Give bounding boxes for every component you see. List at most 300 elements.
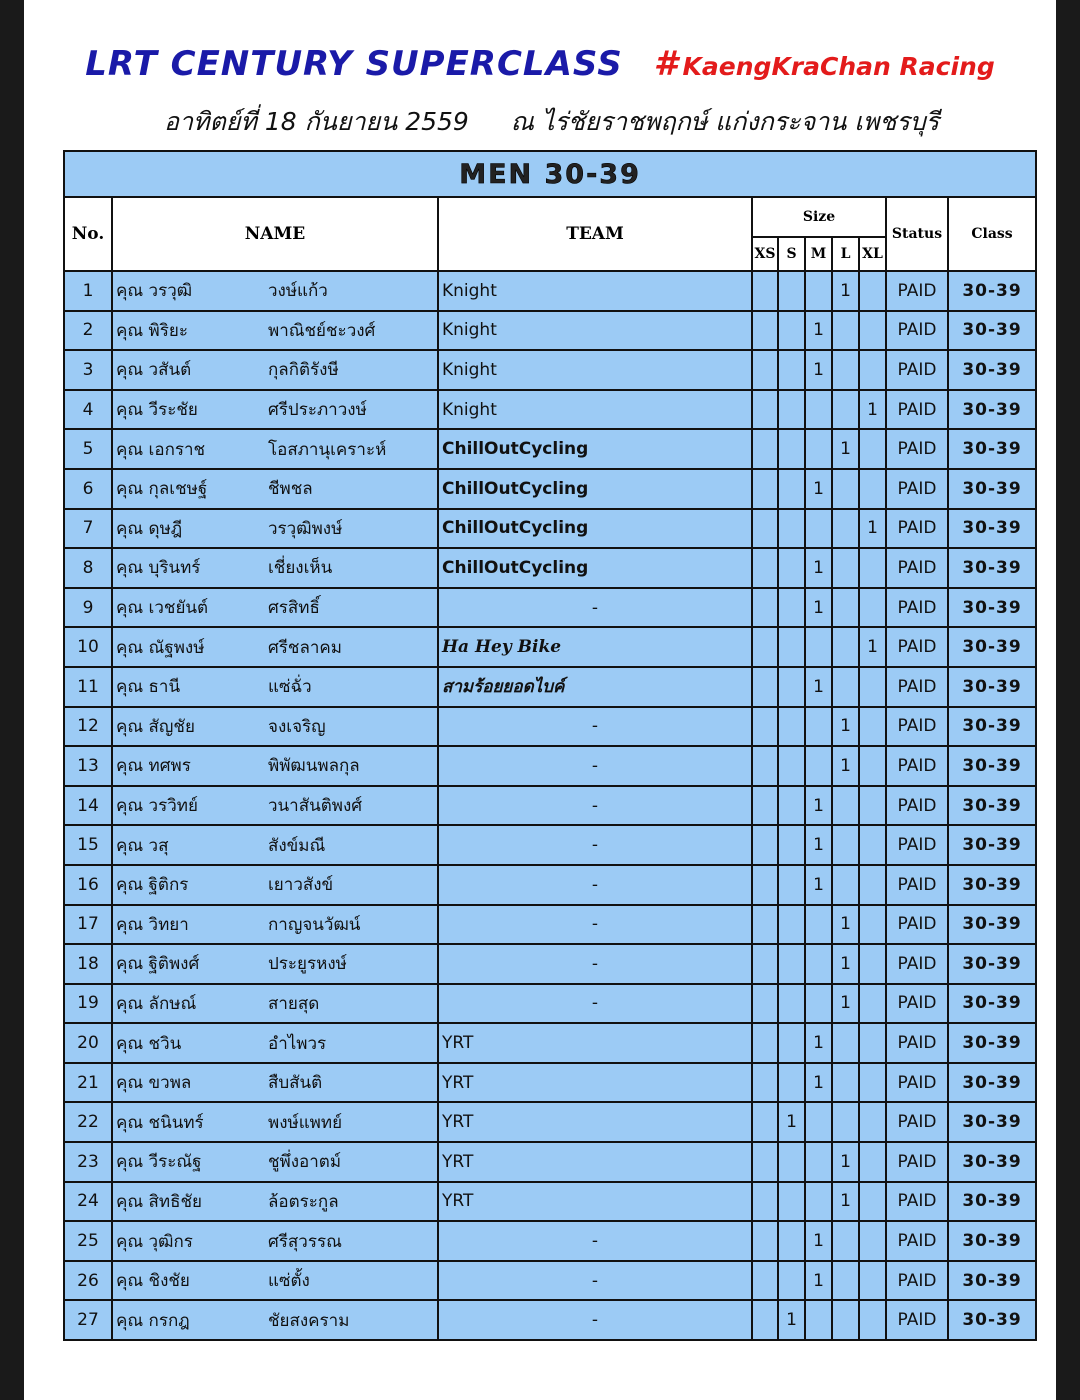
size-s: [778, 271, 805, 311]
table-row: [64, 746, 1036, 786]
size-xs: [752, 746, 778, 786]
size-xs: [752, 1221, 778, 1261]
rider-class: 30-39: [948, 905, 1036, 945]
rider-class: 30-39: [948, 1023, 1036, 1063]
payment-status: PAID: [886, 350, 948, 390]
payment-status: PAID: [886, 627, 948, 667]
rider-last-name: สังข์มณี: [268, 835, 326, 856]
payment-status: PAID: [886, 746, 948, 786]
size-m: 1: [805, 1023, 832, 1063]
rider-name: [112, 1261, 438, 1301]
row-number: 13: [64, 746, 112, 786]
rider-team: สามร้อยยอดไบค์: [438, 667, 752, 707]
size-xl: [859, 944, 886, 984]
size-l: [832, 1261, 859, 1301]
size-xs: [752, 469, 778, 509]
size-l: [832, 627, 859, 667]
size-l: [832, 390, 859, 430]
size-m: [805, 905, 832, 945]
size-xl: 1: [859, 509, 886, 549]
rider-name: [112, 1221, 438, 1261]
size-xl: [859, 469, 886, 509]
payment-status: PAID: [886, 1261, 948, 1301]
rider-last-name: เชี่ยงเห็น: [268, 558, 333, 579]
row-number: 27: [64, 1300, 112, 1340]
rider-first-name: คุณ สิทธิชัย: [116, 1191, 203, 1212]
rider-name: [112, 588, 438, 628]
size-s: [778, 1221, 805, 1261]
rider-name: [112, 548, 438, 588]
rider-first-name: คุณ ฐิติกร: [116, 875, 189, 896]
rider-name: [112, 627, 438, 667]
rider-team: -: [438, 786, 752, 826]
size-m: 1: [805, 588, 832, 628]
rider-name: [112, 469, 438, 509]
row-number: 4: [64, 390, 112, 430]
size-s: [778, 1182, 805, 1222]
size-s: [778, 865, 805, 905]
size-xl: [859, 984, 886, 1024]
size-m: [805, 984, 832, 1024]
rider-team: YRT: [438, 1023, 752, 1063]
size-m: [805, 707, 832, 747]
size-xl: [859, 786, 886, 826]
rider-name: [112, 1300, 438, 1340]
size-m: [805, 1142, 832, 1182]
section-title: MEN 30-39: [64, 151, 1036, 197]
rider-class: 30-39: [948, 825, 1036, 865]
document-page: [24, 0, 1056, 1400]
event-subtitle: [164, 102, 964, 142]
rider-name: [112, 746, 438, 786]
rider-team: -: [438, 1261, 752, 1301]
rider-class: 30-39: [948, 786, 1036, 826]
rider-team: YRT: [438, 1102, 752, 1142]
size-s: [778, 984, 805, 1024]
size-xl: [859, 548, 886, 588]
size-m: [805, 509, 832, 549]
size-s: [778, 469, 805, 509]
rider-first-name: คุณ กุลเชษฐ์: [116, 479, 208, 500]
rider-last-name: อำไพวร: [268, 1033, 327, 1054]
size-m: 1: [805, 1063, 832, 1103]
rider-team: ChillOutCycling: [438, 509, 752, 549]
rider-last-name: วรวุฒิพงษ์: [268, 518, 343, 539]
size-xl: [859, 271, 886, 311]
size-xs: [752, 627, 778, 667]
table-row: [64, 350, 1036, 390]
row-number: 9: [64, 588, 112, 628]
size-xs: [752, 311, 778, 351]
rider-first-name: คุณ วสันต์: [116, 360, 192, 381]
rider-team: -: [438, 905, 752, 945]
hash-symbol: #: [653, 44, 678, 84]
column-header-xs: XS: [752, 237, 778, 271]
rider-class: 30-39: [948, 588, 1036, 628]
row-number: 24: [64, 1182, 112, 1222]
size-m: 1: [805, 548, 832, 588]
rider-team: -: [438, 1300, 752, 1340]
rider-name: [112, 1102, 438, 1142]
rider-class: 30-39: [948, 429, 1036, 469]
column-header-s: S: [778, 237, 805, 271]
rider-class: 30-39: [948, 1102, 1036, 1142]
rider-class: 30-39: [948, 1142, 1036, 1182]
size-s: [778, 588, 805, 628]
size-xl: [859, 350, 886, 390]
size-l: 1: [832, 429, 859, 469]
size-xs: [752, 905, 778, 945]
rider-name: [112, 1142, 438, 1182]
size-s: [778, 1261, 805, 1301]
table-row: [64, 1142, 1036, 1182]
size-xs: [752, 350, 778, 390]
rider-first-name: คุณ วิทยา: [116, 914, 189, 935]
size-s: [778, 1142, 805, 1182]
payment-status: PAID: [886, 786, 948, 826]
table-row: [64, 786, 1036, 826]
row-number: 26: [64, 1261, 112, 1301]
rider-last-name: ศรีชลาคม: [268, 637, 343, 658]
rider-first-name: คุณ ชวิน: [116, 1033, 182, 1054]
payment-status: PAID: [886, 825, 948, 865]
size-l: 1: [832, 746, 859, 786]
rider-last-name: กุลกิติรังษี: [268, 360, 339, 381]
rider-last-name: แซ่ฉั่ว: [268, 677, 312, 698]
rider-last-name: โอสภานุเคราะห์: [268, 439, 387, 460]
rider-last-name: สืบสันติ: [268, 1073, 323, 1094]
rider-first-name: คุณ วรวิทย์: [116, 796, 198, 817]
row-number: 1: [64, 271, 112, 311]
rider-class: 30-39: [948, 984, 1036, 1024]
payment-status: PAID: [886, 469, 948, 509]
row-number: 25: [64, 1221, 112, 1261]
size-s: [778, 667, 805, 707]
rider-class: 30-39: [948, 1063, 1036, 1103]
rider-team: ChillOutCycling: [438, 469, 752, 509]
size-xs: [752, 271, 778, 311]
size-m: [805, 1300, 832, 1340]
rider-class: 30-39: [948, 311, 1036, 351]
column-header-status: Status: [886, 197, 948, 271]
column-header-class: Class: [948, 197, 1036, 271]
payment-status: PAID: [886, 1221, 948, 1261]
payment-status: PAID: [886, 311, 948, 351]
size-l: [832, 667, 859, 707]
rider-last-name: เยาวสังข์: [268, 875, 334, 896]
size-l: [832, 786, 859, 826]
size-l: [832, 350, 859, 390]
size-m: 1: [805, 350, 832, 390]
row-number: 19: [64, 984, 112, 1024]
size-xl: 1: [859, 627, 886, 667]
size-m: 1: [805, 1221, 832, 1261]
payment-status: PAID: [886, 944, 948, 984]
size-m: 1: [805, 667, 832, 707]
size-xs: [752, 984, 778, 1024]
rider-first-name: คุณ วสุ: [116, 835, 169, 856]
payment-status: PAID: [886, 1102, 948, 1142]
rider-team: -: [438, 746, 752, 786]
size-xs: [752, 1102, 778, 1142]
row-number: 23: [64, 1142, 112, 1182]
rider-first-name: คุณ ชนินทร์: [116, 1112, 204, 1133]
payment-status: PAID: [886, 588, 948, 628]
rider-last-name: ชูพึ่งอาตม์: [268, 1152, 342, 1173]
payment-status: PAID: [886, 509, 948, 549]
rider-first-name: คุณ ฐิติพงศ์: [116, 954, 200, 975]
size-m: 1: [805, 469, 832, 509]
size-xs: [752, 390, 778, 430]
row-number: 7: [64, 509, 112, 549]
size-l: [832, 548, 859, 588]
size-xs: [752, 588, 778, 628]
rider-name: [112, 271, 438, 311]
size-l: [832, 469, 859, 509]
size-s: [778, 627, 805, 667]
size-s: [778, 746, 805, 786]
rider-name: [112, 865, 438, 905]
size-xl: [859, 1023, 886, 1063]
rider-name: [112, 944, 438, 984]
rider-last-name: ประยูรหงษ์: [268, 954, 347, 975]
table-row: [64, 390, 1036, 430]
table-row: [64, 1221, 1036, 1261]
rider-name: [112, 1182, 438, 1222]
table-row: [64, 469, 1036, 509]
table-row: [64, 271, 1036, 311]
size-m: [805, 627, 832, 667]
size-xs: [752, 825, 778, 865]
payment-status: PAID: [886, 1023, 948, 1063]
size-xs: [752, 1182, 778, 1222]
size-l: [832, 1063, 859, 1103]
event-venue: ณ ไร่ชัยราชพฤกษ์ แก่งกระจาน เพชรบุรี: [510, 107, 940, 136]
size-s: 1: [778, 1300, 805, 1340]
rider-team: ChillOutCycling: [438, 429, 752, 469]
size-xl: [859, 1221, 886, 1261]
rider-last-name: แซ่ตั้ง: [268, 1271, 310, 1292]
rider-first-name: คุณ เวชยันต์: [116, 598, 209, 619]
payment-status: PAID: [886, 667, 948, 707]
column-header-xl: XL: [859, 237, 886, 271]
rider-name: [112, 786, 438, 826]
size-xl: [859, 1142, 886, 1182]
size-xl: [859, 1102, 886, 1142]
size-l: [832, 1221, 859, 1261]
size-xl: [859, 865, 886, 905]
size-xl: [859, 1300, 886, 1340]
rider-first-name: คุณ พิริยะ: [116, 320, 188, 341]
rider-first-name: คุณ ธานี: [116, 677, 181, 698]
column-header-team: TEAM: [438, 197, 752, 271]
rider-class: 30-39: [948, 548, 1036, 588]
payment-status: PAID: [886, 1063, 948, 1103]
payment-status: PAID: [886, 548, 948, 588]
size-m: 1: [805, 311, 832, 351]
rider-team: Knight: [438, 350, 752, 390]
rider-first-name: คุณ เอกราช: [116, 439, 206, 460]
size-m: [805, 1182, 832, 1222]
size-xl: [859, 588, 886, 628]
row-number: 3: [64, 350, 112, 390]
rider-team: YRT: [438, 1063, 752, 1103]
rider-class: 30-39: [948, 1300, 1036, 1340]
column-header-l: L: [832, 237, 859, 271]
rider-name: [112, 905, 438, 945]
size-s: [778, 509, 805, 549]
row-number: 2: [64, 311, 112, 351]
rider-last-name: วนาสันติพงศ์: [268, 796, 363, 817]
table-row: [64, 1023, 1036, 1063]
payment-status: PAID: [886, 390, 948, 430]
table-row: [64, 707, 1036, 747]
rider-name: [112, 311, 438, 351]
size-l: 1: [832, 271, 859, 311]
row-number: 18: [64, 944, 112, 984]
rider-class: 30-39: [948, 271, 1036, 311]
size-s: [778, 548, 805, 588]
payment-status: PAID: [886, 1182, 948, 1222]
size-l: [832, 1300, 859, 1340]
rider-team: -: [438, 1221, 752, 1261]
size-s: [778, 1023, 805, 1063]
size-m: [805, 271, 832, 311]
size-m: 1: [805, 825, 832, 865]
size-l: [832, 1102, 859, 1142]
table-row: [64, 311, 1036, 351]
rider-name: [112, 667, 438, 707]
rider-team: Knight: [438, 271, 752, 311]
rider-class: 30-39: [948, 509, 1036, 549]
table-row: [64, 1261, 1036, 1301]
rider-name: [112, 984, 438, 1024]
size-s: [778, 707, 805, 747]
size-xs: [752, 865, 778, 905]
size-l: 1: [832, 1182, 859, 1222]
table-row: [64, 548, 1036, 588]
event-tag: KaengKraChan Racing: [682, 52, 995, 81]
size-xs: [752, 1023, 778, 1063]
row-number: 5: [64, 429, 112, 469]
size-s: [778, 311, 805, 351]
row-number: 12: [64, 707, 112, 747]
rider-class: 30-39: [948, 350, 1036, 390]
rider-class: 30-39: [948, 746, 1036, 786]
rider-team: -: [438, 865, 752, 905]
size-s: [778, 944, 805, 984]
rider-last-name: ล้อตระกูล: [268, 1191, 339, 1212]
table-row: [64, 865, 1036, 905]
rider-last-name: กาญจนวัฒน์: [268, 914, 361, 935]
payment-status: PAID: [886, 429, 948, 469]
size-l: [832, 509, 859, 549]
rider-first-name: คุณ วุฒิกร: [116, 1231, 193, 1252]
column-header-no: No.: [64, 197, 112, 271]
rider-last-name: ศรสิทธิ์: [268, 598, 320, 619]
size-xs: [752, 667, 778, 707]
event-title: LRT CENTURY SUPERCLASS: [85, 44, 623, 84]
table-row: [64, 1063, 1036, 1103]
rider-team: -: [438, 588, 752, 628]
size-xs: [752, 509, 778, 549]
column-header-m: M: [805, 237, 832, 271]
size-l: [832, 311, 859, 351]
row-number: 14: [64, 786, 112, 826]
size-xl: [859, 1063, 886, 1103]
column-header-size: Size: [752, 197, 886, 237]
size-m: 1: [805, 865, 832, 905]
row-number: 6: [64, 469, 112, 509]
registration-table: [63, 150, 1037, 1341]
size-s: [778, 1063, 805, 1103]
table-row: [64, 1102, 1036, 1142]
size-xs: [752, 429, 778, 469]
rider-team: YRT: [438, 1182, 752, 1222]
rider-first-name: คุณ ณัฐพงษ์: [116, 637, 205, 658]
rider-team: Knight: [438, 311, 752, 351]
size-xl: [859, 707, 886, 747]
rider-name: [112, 1063, 438, 1103]
row-number: 17: [64, 905, 112, 945]
size-l: [832, 825, 859, 865]
rider-last-name: พงษ์แพทย์: [268, 1112, 343, 1133]
size-l: 1: [832, 1142, 859, 1182]
size-s: 1: [778, 1102, 805, 1142]
payment-status: PAID: [886, 1300, 948, 1340]
size-m: [805, 944, 832, 984]
rider-class: 30-39: [948, 707, 1036, 747]
rider-name: [112, 825, 438, 865]
size-xs: [752, 1261, 778, 1301]
row-number: 10: [64, 627, 112, 667]
size-xl: [859, 429, 886, 469]
rider-team: ChillOutCycling: [438, 548, 752, 588]
size-xs: [752, 707, 778, 747]
rider-team: -: [438, 984, 752, 1024]
size-xl: [859, 311, 886, 351]
row-number: 20: [64, 1023, 112, 1063]
table-row: [64, 825, 1036, 865]
rider-team: Knight: [438, 390, 752, 430]
rider-last-name: พาณิชย์ชะวงศ์: [268, 320, 376, 341]
rider-last-name: ศรีสุวรรณ: [268, 1231, 342, 1252]
size-s: [778, 905, 805, 945]
size-xs: [752, 548, 778, 588]
table-row: [64, 667, 1036, 707]
table-row: [64, 588, 1036, 628]
size-xs: [752, 944, 778, 984]
rider-team: -: [438, 944, 752, 984]
payment-status: PAID: [886, 865, 948, 905]
rider-last-name: สายสุด: [268, 993, 320, 1014]
size-s: [778, 825, 805, 865]
rider-first-name: คุณ ลักษณ์: [116, 993, 197, 1014]
rider-team: -: [438, 707, 752, 747]
rider-class: 30-39: [948, 865, 1036, 905]
table-row: [64, 984, 1036, 1024]
rider-last-name: พิพัฒนพลกุล: [268, 756, 360, 777]
size-l: [832, 865, 859, 905]
row-number: 8: [64, 548, 112, 588]
row-number: 11: [64, 667, 112, 707]
rider-first-name: คุณ สัญชัย: [116, 716, 195, 737]
table-row: [64, 944, 1036, 984]
rider-class: 30-39: [948, 1221, 1036, 1261]
size-l: 1: [832, 905, 859, 945]
size-s: [778, 350, 805, 390]
rider-class: 30-39: [948, 1182, 1036, 1222]
